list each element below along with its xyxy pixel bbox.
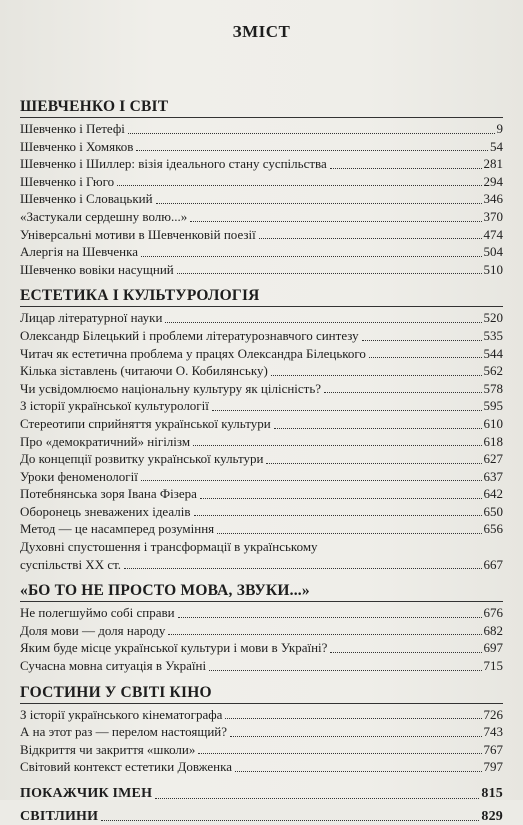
toc-entry: [20, 208, 503, 226]
toc-entry: [20, 261, 503, 279]
entry-page: 504: [483, 244, 503, 260]
entry-page: 544: [483, 345, 503, 361]
entry-title: СВІТЛИНИ: [20, 808, 99, 824]
entry-title: Світовий контекст естетики Довженка: [20, 759, 233, 775]
dot-leader: [324, 392, 481, 393]
entry-title: Шевченко і Петефі: [20, 121, 125, 136]
dot-leader: [194, 515, 482, 516]
dot-leader: [141, 256, 482, 257]
dot-leader: [369, 357, 482, 358]
toc-entry: [20, 380, 503, 398]
dot-leader: [362, 340, 482, 341]
dot-leader: [177, 273, 482, 274]
toc-entry: [20, 397, 503, 415]
entry-page: 815: [481, 786, 503, 801]
entry-page: 667: [483, 556, 503, 572]
dot-leader: [198, 753, 481, 754]
dot-leader: [271, 375, 482, 376]
dot-leader: [155, 798, 479, 799]
toc-entry: [20, 450, 503, 468]
toc-entry: [20, 723, 503, 741]
entry-title: Стереотипи сприйняття української культури: [20, 415, 271, 431]
entry-page: 682: [483, 622, 503, 638]
entry-page: 637: [483, 468, 503, 484]
toc-section: [20, 582, 503, 674]
entry-title: суспільстві XX ст.: [20, 556, 122, 572]
entry-page: 562: [483, 363, 503, 379]
dot-leader: [101, 820, 479, 821]
dot-leader: [141, 480, 482, 481]
entry-page: 520: [483, 310, 503, 326]
toc-entry: [20, 520, 503, 538]
dot-leader: [209, 670, 481, 671]
entry-page: 627: [483, 451, 503, 467]
dot-leader: [193, 445, 481, 446]
toc-entry: [20, 120, 503, 138]
page-title: ЗМІСТ: [232, 22, 291, 41]
entry-page: 676: [483, 605, 503, 621]
entry-title: Кілька зіставлень (читаючи О. Кобилянську): [20, 363, 268, 379]
dot-leader: [212, 410, 482, 411]
entry-title-line1: Духовні спустошення і трансформації в українському: [20, 539, 318, 555]
dot-leader: [190, 221, 481, 222]
entry-title: Шевченко і Хомяков: [20, 138, 134, 154]
entry-page: 618: [483, 433, 503, 449]
toc-entry: [20, 362, 503, 380]
dot-leader: [235, 771, 481, 772]
entry-page: 726: [483, 706, 503, 722]
entry-title: Не полегшуймо собі справи: [20, 605, 175, 621]
toc-entry: [20, 706, 503, 724]
toc-section: [20, 684, 503, 776]
section-heading: ШЕВЧЕНКО І СВІТ: [20, 98, 503, 118]
entry-title: Уроки феноменології: [20, 468, 138, 484]
dot-leader: [217, 533, 481, 534]
entry-title: Шевченко вовіки насущний: [20, 261, 174, 277]
toc-entry: [20, 155, 503, 173]
entry-page: 510: [483, 261, 503, 277]
toc-entry: [20, 327, 503, 345]
entry-page: 829: [481, 808, 503, 824]
entry-page: 370: [483, 208, 503, 224]
entry-title: З історії української культурології: [20, 398, 209, 414]
toc-entry: [20, 173, 503, 191]
entry-title: Олександр Білецький і проблеми літературознавчого синтезу: [20, 327, 359, 343]
entry-title: Сучасна мовна ситуація в Україні: [20, 658, 207, 674]
toc-entry: [20, 468, 503, 486]
toc-entry: [20, 190, 503, 208]
toc-entry: [20, 604, 503, 622]
entry-page: 797: [483, 759, 503, 775]
dot-leader: [124, 568, 481, 569]
entry-title: Алергія на Шевченка: [20, 244, 138, 260]
entry-title: Шевченко і Шиллер: візія ідеального стану суспільства: [20, 156, 327, 172]
entry-page: 535: [483, 327, 503, 343]
toc-entry: [20, 657, 503, 675]
toc-entry: [20, 415, 503, 433]
entry-page: 9: [496, 121, 503, 136]
entry-title: Універсальні мотиви в Шевченковій поезії: [20, 226, 256, 242]
section-heading: ЕСТЕТИКА І КУЛЬТУРОЛОГІЯ: [20, 287, 503, 307]
toc-entry: [20, 503, 503, 521]
entry-page: 610: [483, 415, 503, 431]
entry-page: 346: [483, 191, 503, 207]
dot-leader: [225, 718, 481, 719]
toc-entry-photos: [20, 808, 503, 825]
entry-page: 656: [483, 521, 503, 537]
entry-title: Яким буде місце української культури і мови в Україні?: [20, 640, 328, 656]
entry-page: 767: [483, 741, 503, 757]
table-of-contents: [20, 98, 503, 825]
entry-title: Шевченко і Словацький: [20, 191, 153, 207]
dot-leader: [259, 238, 482, 239]
entry-page: 650: [483, 503, 503, 519]
entry-page: 595: [483, 398, 503, 414]
toc-entry: [20, 639, 503, 657]
toc-back-matter: [20, 785, 503, 825]
entry-title: «Застукали сердешну волю...»: [20, 208, 188, 224]
entry-page: 578: [483, 380, 503, 396]
entry-title: Відкриття чи закриття «школи»: [20, 741, 196, 757]
dot-leader: [156, 203, 482, 204]
section-heading: «БО ТО НЕ ПРОСТО МОВА, ЗВУКИ...»: [20, 582, 503, 602]
toc-section: [20, 287, 503, 573]
entry-title: Метод — це насамперед розуміння: [20, 521, 215, 537]
dot-leader: [128, 133, 495, 134]
entry-page: 642: [483, 486, 503, 502]
toc-entry: [20, 741, 503, 759]
entry-title: Читач як естетична проблема у працях Олександра Білецького: [20, 345, 366, 361]
dot-leader: [136, 150, 488, 151]
entry-title: Чи усвідомлюємо національну культуру як цілісність?: [20, 380, 322, 396]
entry-title: До концепції розвитку української культури: [20, 451, 264, 467]
toc-entry: [20, 345, 503, 363]
toc-entry: [20, 243, 503, 261]
dot-leader: [274, 428, 482, 429]
toc-entry: [20, 138, 503, 156]
entry-title: А на этот раз — перелом настоящий?: [20, 724, 228, 740]
dot-leader: [330, 168, 482, 169]
dot-leader: [330, 652, 481, 653]
entry-page: 474: [483, 226, 503, 242]
entry-title: Потебнянська зоря Івана Фізера: [20, 486, 197, 502]
dot-leader: [178, 617, 482, 618]
dot-leader: [200, 498, 482, 499]
entry-title: Доля мови — доля народу: [20, 622, 166, 638]
toc-section: [20, 98, 503, 278]
dot-leader: [165, 322, 481, 323]
entry-page: 697: [483, 640, 503, 656]
entry-page: 54: [490, 138, 503, 154]
entry-title: Оборонець зневажених ідеалів: [20, 503, 191, 519]
dot-leader: [230, 736, 481, 737]
dot-leader: [266, 463, 481, 464]
entry-title: Лицар літературної науки: [20, 310, 163, 326]
entry-title: ПОКАЖЧИК ІМЕН: [20, 786, 153, 801]
entry-page: 743: [483, 724, 503, 740]
dot-leader: [117, 185, 481, 186]
toc-entry: [20, 622, 503, 640]
toc-entry: [20, 485, 503, 503]
entry-page: 715: [483, 658, 503, 674]
toc-entry: [20, 309, 503, 327]
entry-page: 294: [483, 173, 503, 189]
entry-page: 281: [483, 156, 503, 172]
toc-entry: [20, 433, 503, 451]
entry-title: З історії українського кінематографа: [20, 706, 223, 722]
toc-entry: [20, 758, 503, 776]
entry-title: Шевченко і Гюго: [20, 173, 115, 189]
toc-entry: [20, 226, 503, 244]
toc-entry: [20, 538, 503, 573]
section-heading: ГОСТИНИ У СВІТІ КІНО: [20, 684, 503, 704]
entry-title: Про «демократичний» нігілізм: [20, 433, 191, 449]
dot-leader: [168, 634, 481, 635]
